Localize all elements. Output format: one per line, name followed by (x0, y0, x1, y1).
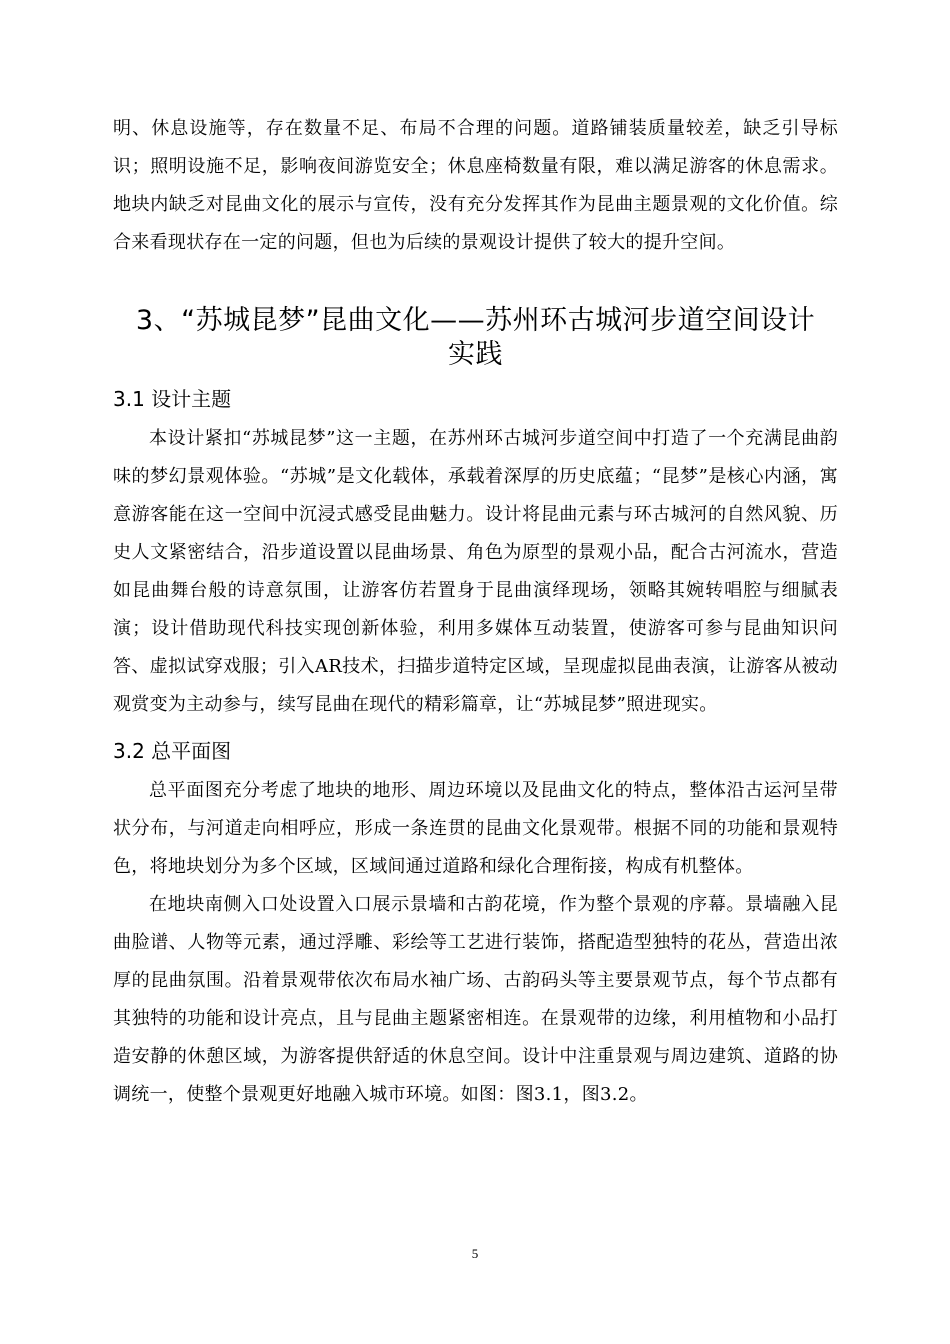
page-content (113, 110, 838, 1114)
section-3-2-paragraph-1: 总平面图充分考虑了地块的地形、周边环境以及昆曲文化的特点，整体沿古运河呈带状分布，与河道走向相呼应，形成一条连贯的昆曲文化景观带。根据不同的功能和景观特色，将地块划分为多个区域，区域间通过道路和绿化合理衔接，构成有机整体。 (113, 780, 838, 877)
section-3-1-paragraph: 本设计紧扣“苏城昆梦”这一主题，在苏州环古城河步道空间中打造了一个充满昆曲韵味的梦幻景观体验。“苏城”是文化载体，承载着深厚的历史底蕴；“昆梦”是核心内涵，寓意游客能在这一空间中沉浸式感受昆曲魅力。设计将昆曲元素与环古城河的自然风貌、历史人文紧密结合，沿步道设置以昆曲场景、角色为原型的景观小品，配合古河流水，营造如昆曲舞台般的诗意氛围，让游客仿若置身于昆曲演绎现场，领略其婉转唱腔与细腻表演；设计借助现代科技实现创新体验，利用多媒体互动装置，使游客可参与昆曲知识问答、虚拟试穿戏服；引入AR技术，扫描步道特定区域，呈现虚拟昆曲表演，让游客从被动观赏变为主动参与，续写昆曲在现代的精彩篇章，让“苏城昆梦”照进现实。 (113, 428, 838, 715)
section-3-title-line-2: 实践 (448, 339, 503, 370)
section-3-1-heading: 3.1 设计主题 (113, 387, 232, 411)
section-3-2-paragraph-2: 在地块南侧入口处设置入口展示景墙和古韵花境，作为整个景观的序幕。景墙融入昆曲脸谱、人物等元素，通过浮雕、彩绘等工艺进行装饰，搭配造型独特的花丛，营造出浓厚的昆曲氛围。沿着景观带依次布局水袖广场、古韵码头等主要景观节点，每个节点都有其独特的功能和设计亮点，且与昆曲主题紧密相连。在景观带的边缘，利用植物和小品打造安静的休憩区域，为游客提供舒适的休息空间。设计中注重景观与周边建筑、道路的协调统一，使整个景观更好地融入城市环境。如图：图3.1，图3.2。 (113, 894, 838, 1105)
section-3-2-heading: 3.2 总平面图 (113, 739, 232, 763)
page-number: 5 (471, 1246, 479, 1261)
intro-paragraph: 明、休息设施等，存在数量不足、布局不合理的问题。道路铺装质量较差，缺乏引导标识；照明设施不足，影响夜间游览安全；休息座椅数量有限，难以满足游客的休息需求。地块内缺乏对昆曲文化的展示与宣传，没有充分发挥其作为昆曲主题景观的文化价值。综合来看现状存在一定的问题，但也为后续的景观设计提供了较大的提升空间。 (113, 118, 838, 253)
section-3-title-line-1: 3、“苏城昆梦”昆曲文化——苏州环古城河步道空间设计 (135, 305, 816, 336)
section-3-title (113, 304, 838, 372)
